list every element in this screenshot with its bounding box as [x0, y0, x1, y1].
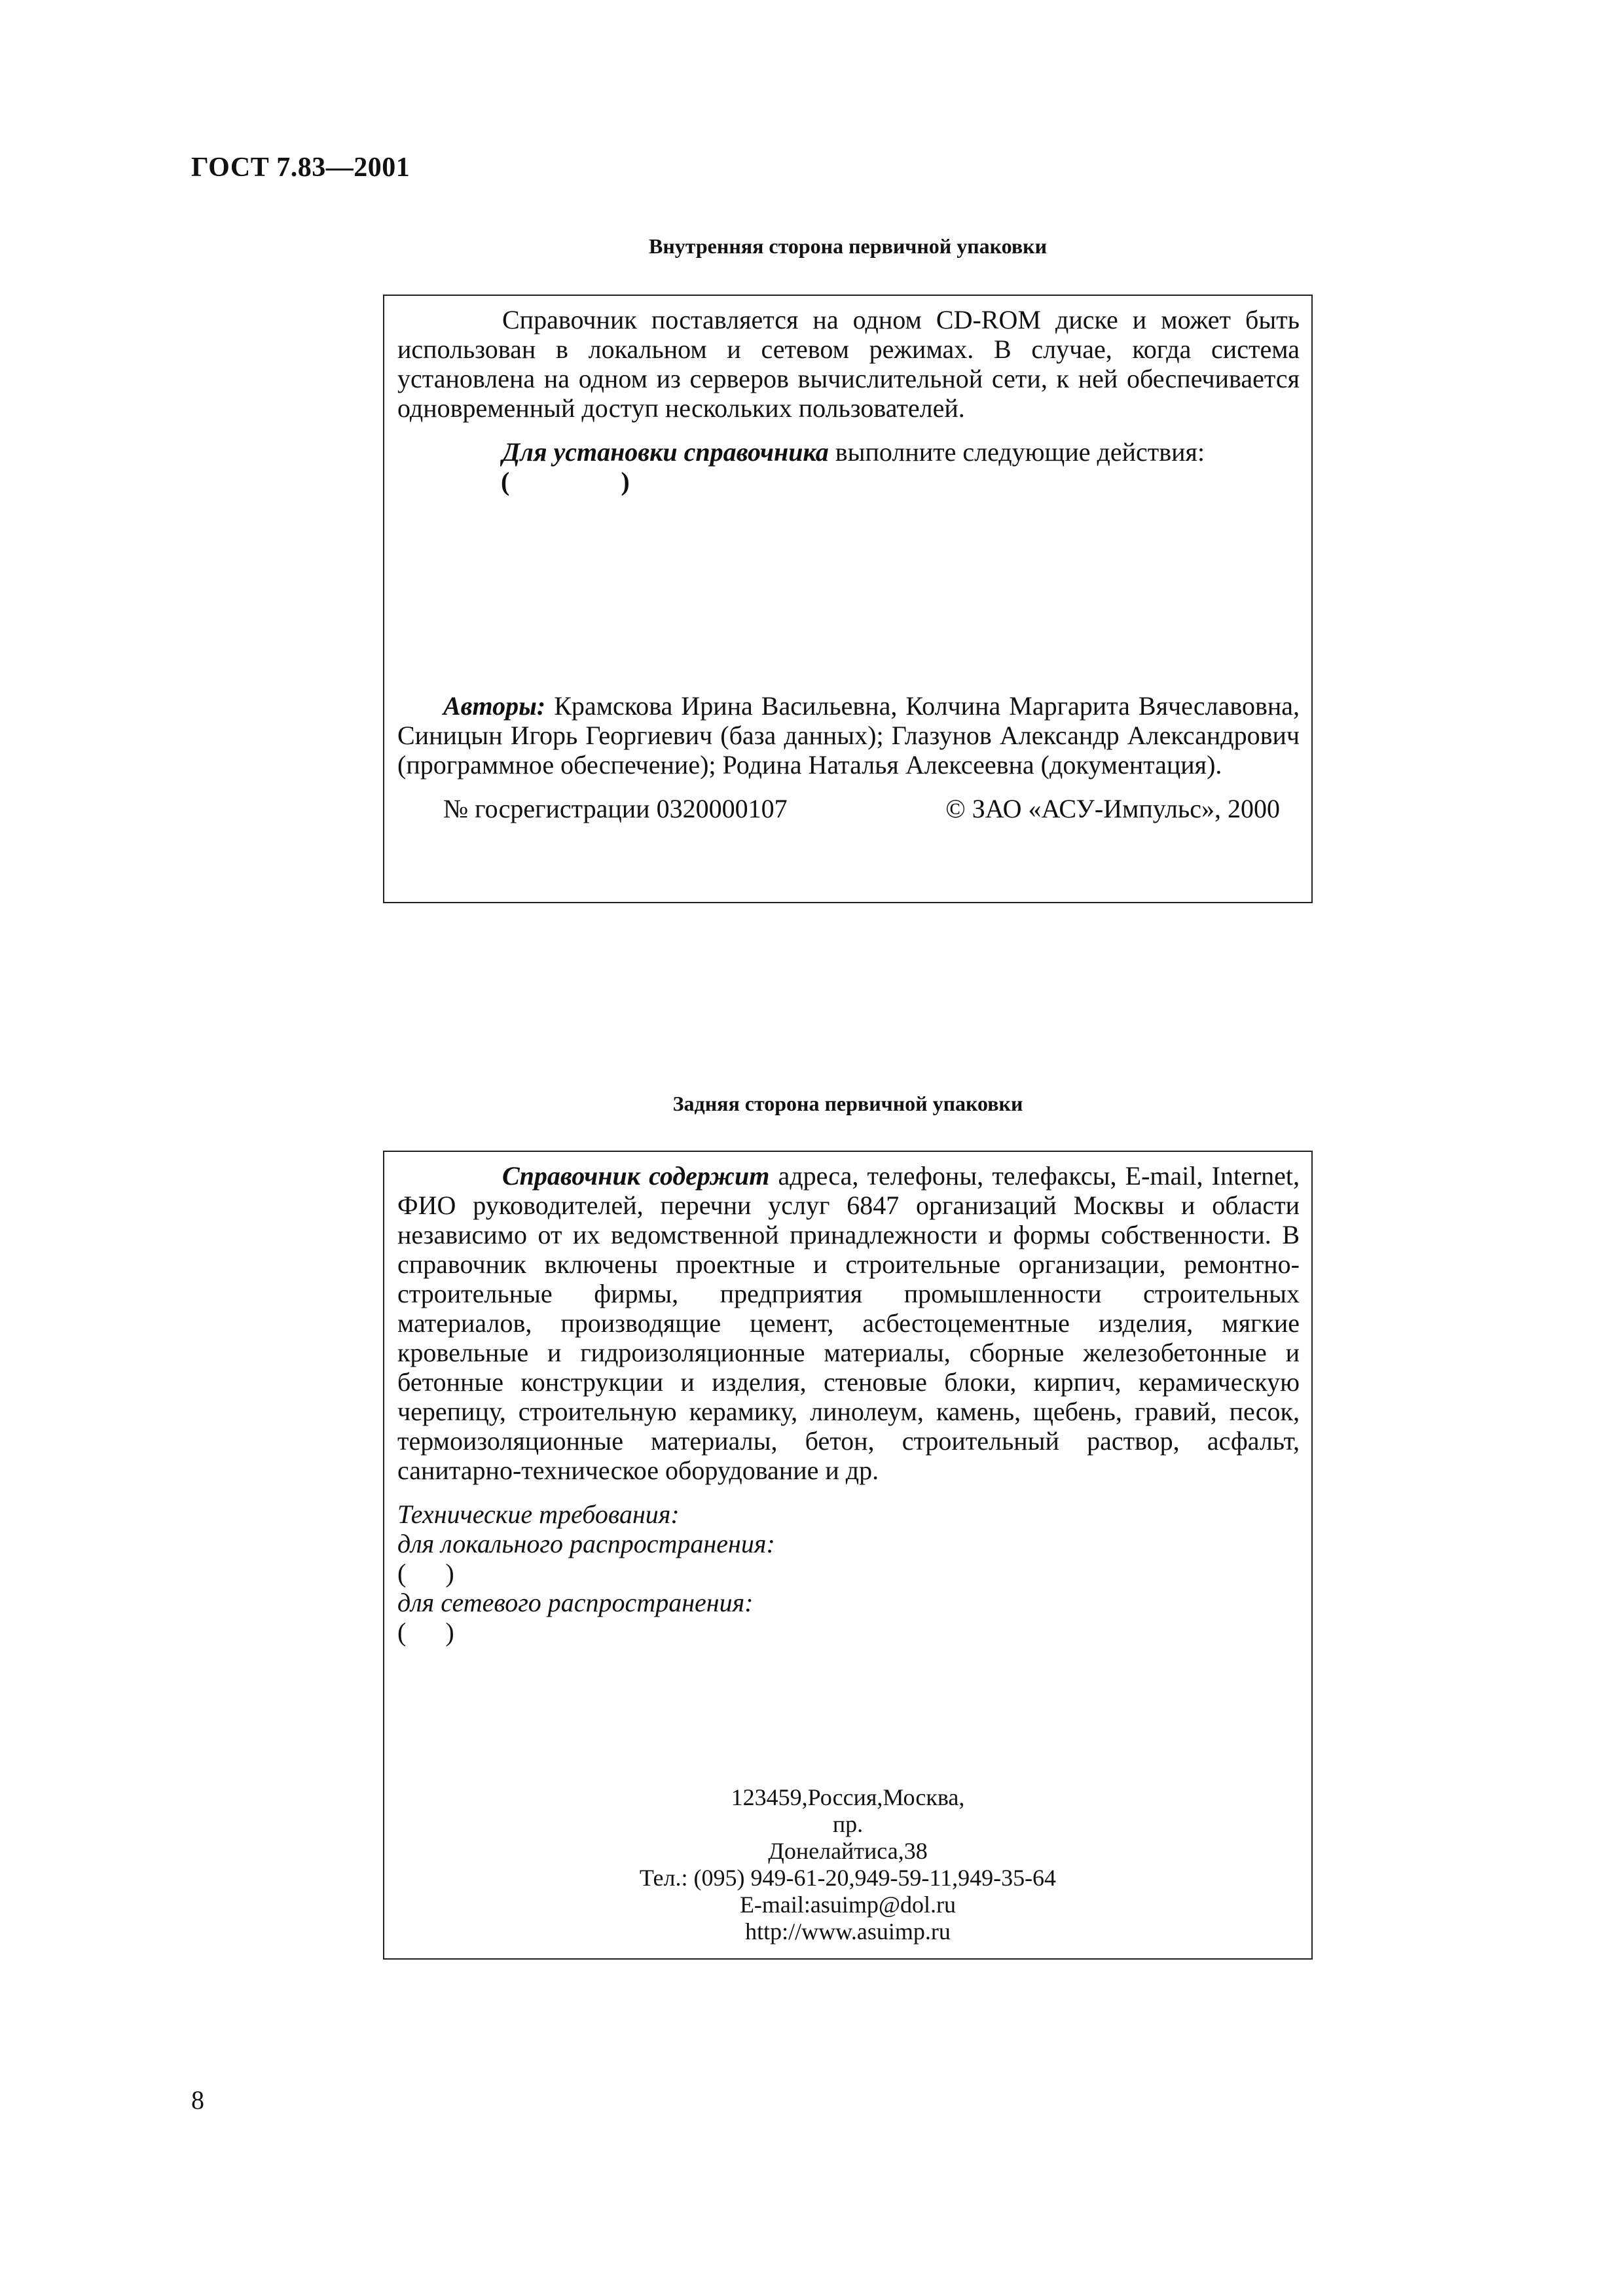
network-distribution-label: для сетевого распространения:: [397, 1588, 754, 1617]
install-instruction: [397, 437, 1300, 467]
tech-requirements-heading: Технические требования:: [397, 1499, 680, 1529]
page-number: 8: [191, 2085, 204, 2115]
address-line-street: Донелайтиса,38: [768, 1838, 928, 1864]
contents-text: адреса, телефоны, телефаксы, E-mail, Internet, ФИО руководителей, перечни услуг 6847 организаций Москвы и области независимо от их ведомственной принадлежности и формы собственности. В справочник включены проектные и строительные организации, ремонтно-строительные фирмы, предприятия промышленности строительных материалов, производящие цемент, асбестоцементные изделия, мягкие кровельные и гидроизоляционные материалы, сборные железобетонные и бетонные конструкции и изделия, стеновые блоки, кирпич, керамическую черепицу, строительную керамику, линолеум, камень, щебень, гравий, песок, термоизоляционные материалы, бетон, строительный раствор, асфальт, санитарно-техническое оборудование и др.: [397, 1161, 1300, 1485]
registration-number: № госрегистрации 0320000107: [443, 794, 788, 823]
inner-intro-paragraph: Справочник поставляется на одном CD-ROM диске и может быть использован в локальном и сетевом режимах. В случае, когда система установлена на одном из серверов вычислительной сети, к ней обеспечивается одновременный доступ нескольких пользователей.: [397, 305, 1300, 423]
install-text: выполните следующие действия:: [828, 437, 1205, 467]
contents-label: Справочник содержит: [502, 1161, 770, 1191]
registration-row: [397, 794, 1300, 823]
authors-text: Крамскова Ирина Васильевна, Колчина Маргарита Вячеславовна, Синицын Игорь Георгиевич (база данных); Глазунов Александр Александрович (программное обеспечение); Родина Наталья Алексеевна (документация).: [397, 691, 1300, 780]
address-line-city: 123459,Россия,Москва,: [731, 1784, 965, 1810]
address-line-website: http://www.asuimp.ru: [745, 1918, 951, 1945]
local-distribution-placeholder: ( ): [397, 1558, 454, 1588]
back-side-title: Задняя сторона первичной упаковки: [672, 1092, 1023, 1115]
contents-paragraph: [397, 1161, 1300, 1485]
copyright-notice: © ЗАО «АСУ-Импульс», 2000: [945, 794, 1280, 823]
authors-paragraph: [397, 691, 1300, 780]
document-header: ГОСТ 7.83—2001: [191, 152, 410, 183]
address-line-avenue: пр.: [832, 1811, 864, 1837]
address-line-phones: Тел.: (095) 949-61-20,949-59-11,949-35-64: [639, 1865, 1057, 1891]
address-line-email: E-mail:asuimp@dol.ru: [739, 1892, 957, 1918]
install-placeholder: ( ): [501, 467, 630, 496]
network-distribution-placeholder: ( ): [397, 1617, 454, 1647]
inner-side-box: [383, 295, 1313, 903]
local-distribution-label: для локального распространения:: [397, 1529, 775, 1558]
back-side-box: [383, 1151, 1313, 1960]
contact-address-block: [384, 1784, 1311, 1945]
authors-label: Авторы:: [443, 691, 546, 721]
inner-side-title: Внутренняя сторона первичной упаковки: [648, 234, 1047, 258]
install-label: Для установки справочника: [502, 437, 829, 467]
